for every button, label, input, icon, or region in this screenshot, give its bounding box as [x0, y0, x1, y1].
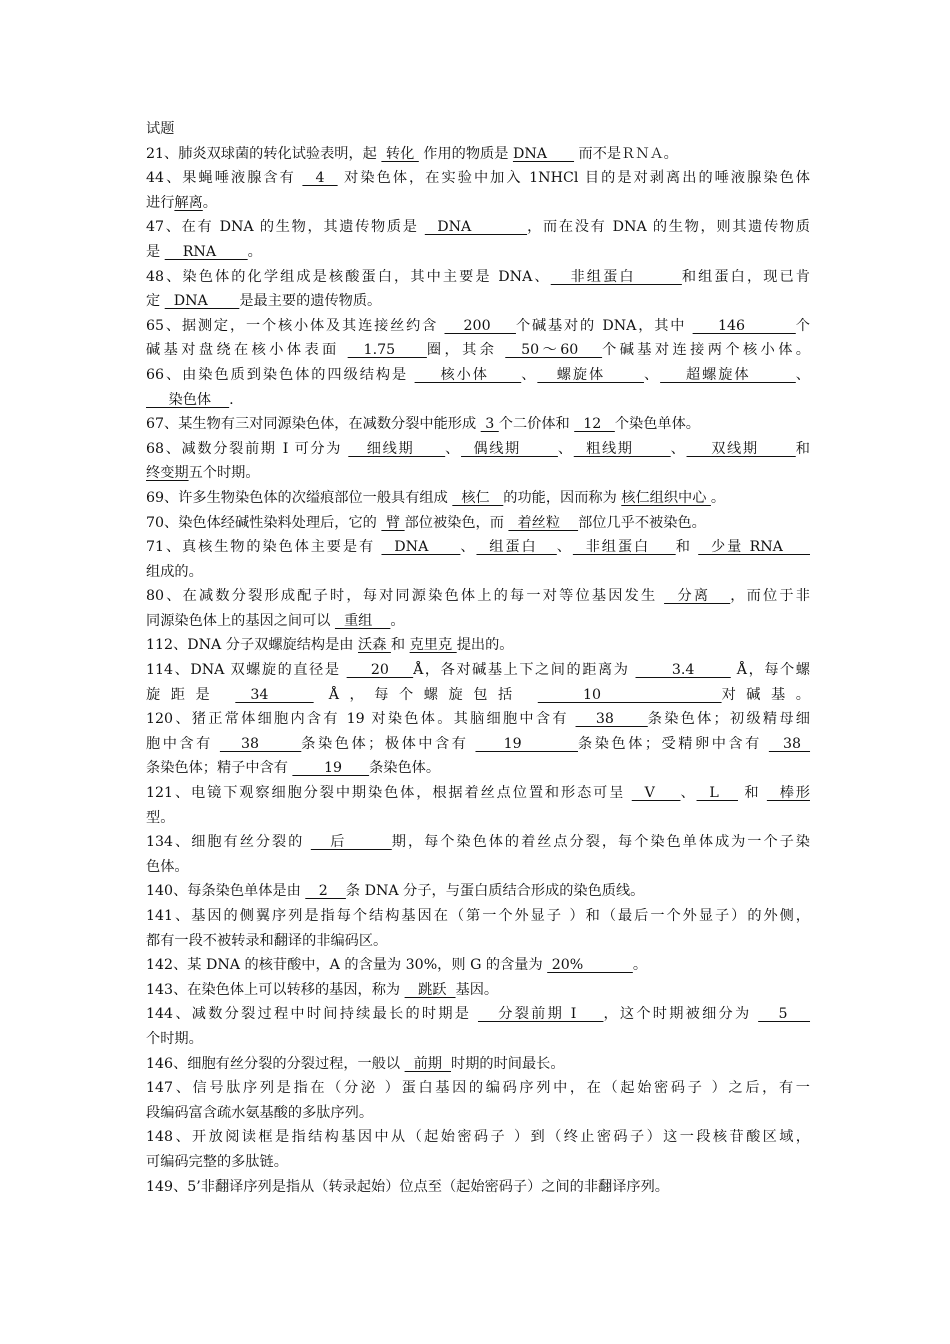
question-text-segment: 146、细胞有丝分裂的分裂过程，一般以 — [146, 1055, 405, 1072]
question-text — [146, 338, 810, 363]
answer-blank: 偶线期 — [461, 440, 558, 457]
question-text-segment: 、 — [557, 440, 574, 457]
question-text-segment: Å，各对碱基上下之间的距离为 — [413, 662, 636, 679]
question-text-segment: 条染色体；极体中含有 — [301, 735, 476, 752]
question-text — [146, 1125, 810, 1150]
question-text-segment: 对碱基。 — [721, 686, 810, 703]
question-text-segment: 个时期。 — [146, 1030, 203, 1047]
question-line — [146, 289, 810, 314]
question-text-segment: 。 — [632, 957, 648, 974]
question-line — [146, 142, 810, 167]
question-text-segment: 、 — [445, 440, 462, 457]
question-line — [146, 830, 810, 855]
question-text-segment: 44、果蝇唾液腺含有 — [146, 170, 303, 187]
question-line — [146, 314, 810, 339]
answer-blank: 分离 — [664, 588, 731, 605]
question-text-segment: 五个时期。 — [188, 465, 260, 482]
question-line — [146, 560, 810, 585]
answer-blank: 解离 — [174, 194, 203, 211]
question-text-segment: 、 — [795, 366, 810, 383]
answer-blank: 38 — [219, 735, 302, 752]
question-text-segment: 段编码富含疏水氨基酸的多肽序列。 — [146, 1104, 374, 1121]
question-text-segment: 147、信号肽序列是指在（分泌 ）蛋白基因的编码序列中，在（起始密码子 ）之后，有一 — [146, 1080, 810, 1097]
answer-blank: RNA — [164, 243, 248, 260]
question-line — [146, 732, 810, 757]
question-text-segment: 个碱基对连接两个核小体。 — [602, 342, 810, 359]
question-text-segment: 圈，其余 — [426, 342, 506, 359]
question-line — [146, 437, 810, 462]
question-text-segment: 、 — [680, 785, 697, 802]
answer-blank: 臂 — [381, 514, 405, 531]
question-text-segment: 是 — [146, 243, 165, 260]
question-text-segment: 71、真核生物的染色体主要是有 — [146, 539, 382, 556]
question-text-segment: 个碱基对的 DNA，其中 — [515, 317, 693, 334]
question-line — [146, 929, 810, 954]
answer-blank: 粗线期 — [573, 440, 671, 457]
answer-blank: 50～60 — [505, 342, 603, 359]
question-text — [146, 1076, 810, 1101]
question-line — [146, 904, 810, 929]
question-text-segment: 期，每个染色体的着丝点分裂，每个染色单体成为一个子染 — [391, 834, 810, 851]
question-text-segment: 条 DNA 分子，与蛋白质结合形成的染色质线。 — [345, 883, 645, 900]
question-text-segment: 可编码完整的多肽链。 — [146, 1153, 288, 1170]
question-text — [146, 166, 810, 191]
question-text — [146, 732, 810, 757]
question-text-segment: 的功能，因而称为 — [503, 489, 622, 506]
answer-blank: 4 — [302, 170, 338, 187]
question-line — [146, 1076, 810, 1101]
question-text-segment: 134、细胞有丝分裂的 — [146, 834, 311, 851]
question-line — [146, 486, 810, 511]
question-text-segment: 个染色单体。 — [614, 416, 700, 433]
question-text-segment: 部位几乎不被染色。 — [578, 514, 706, 531]
question-text-segment: 条染色体。 — [369, 760, 441, 777]
question-text-segment: ，而位于非 — [730, 588, 810, 605]
answer-blank: 12 — [574, 416, 615, 433]
question-text-segment: 、 — [670, 440, 687, 457]
question-text-segment: 148、开放阅读框是指结构基因中从（起始密码子 ）到（终止密码子）这一段核苷酸区域， — [146, 1129, 810, 1146]
answer-blank: 38 — [575, 711, 648, 728]
answer-blank: 1.75 — [347, 342, 427, 359]
answer-blank: DNA — [512, 145, 575, 162]
answer-blank: 20% — [547, 957, 633, 974]
question-text-segment: 、 — [556, 539, 573, 556]
question-text-segment: 120、猪正常体细胞内含有 19 对染色体。其脑细胞中含有 — [146, 711, 576, 728]
question-text-segment: 和 — [675, 539, 699, 556]
question-text — [146, 781, 810, 806]
question-text-segment: Å，每个螺 — [730, 662, 810, 679]
answer-blank: 后 — [310, 834, 392, 851]
question-text-segment: 66、由染色质到染色体的四级结构是 — [146, 366, 415, 383]
question-text — [146, 658, 810, 683]
question-line — [146, 1052, 810, 1077]
answer-blank: 核小体 — [414, 366, 522, 383]
question-line — [146, 461, 810, 486]
answer-blank: 38 — [768, 735, 811, 752]
question-text-segment: 143、在染色体上可以转移的基因，称为 — [146, 981, 405, 998]
question-line — [146, 707, 810, 732]
answer-blank: DNA — [164, 293, 240, 310]
question-text-segment: 时期的时间最长。 — [451, 1055, 565, 1072]
question-line — [146, 658, 810, 683]
answer-blank: 着丝粒 — [508, 514, 579, 531]
question-text-segment: 组成的。 — [146, 563, 203, 580]
answer-blank: 3.4 — [635, 662, 731, 679]
question-text-segment: 旋距是 — [146, 686, 236, 703]
question-line — [146, 609, 810, 634]
question-text-segment: ，而在没有 DNA 的生物，则其遗传物质 — [527, 219, 810, 236]
question-line — [146, 683, 810, 708]
question-text-segment: 69、许多生物染色体的次缢痕部位一般具有组成 — [146, 489, 453, 506]
question-text-segment: 70、染色体经碱性染料处理后，它的 — [146, 514, 382, 531]
answer-blank: 染色体 — [146, 391, 230, 408]
answer-blank: 超螺旋体 — [660, 366, 796, 383]
question-text — [146, 265, 810, 290]
document-title: 试题 — [146, 121, 175, 137]
answer-blank: 重组 — [334, 612, 391, 629]
question-text-segment: 和 — [737, 785, 767, 802]
answer-blank: 细线期 — [348, 440, 446, 457]
answer-blank: 组蛋白 — [476, 539, 557, 556]
question-text-segment: 个二价体和 — [498, 416, 575, 433]
question-line — [146, 756, 810, 781]
answer-blank: DNA — [424, 219, 528, 236]
question-text-segment: 型。 — [146, 809, 175, 826]
question-text-segment: 144、减数分裂过程中时间持续最长的时期是 — [146, 1006, 478, 1023]
question-line — [146, 535, 810, 560]
question-text — [146, 904, 810, 929]
question-text-segment: 65、据测定，一个核小体及其连接丝约含 — [146, 317, 445, 334]
question-text-segment: 140、每条染色单体是由 — [146, 883, 306, 900]
question-text-segment: 。 — [202, 194, 217, 211]
question-line — [146, 388, 810, 413]
question-line — [146, 191, 810, 216]
question-text-segment: 部位被染色，而 — [404, 514, 509, 531]
question-line — [146, 363, 810, 388]
question-text-segment: 114、DNA 双螺旋的直径是 — [146, 662, 347, 679]
question-line — [146, 338, 810, 363]
answer-blank: 200 — [444, 317, 516, 334]
question-text-segment: 进行 — [146, 194, 175, 211]
question-text-segment: 和 — [795, 440, 810, 457]
answer-blank: 19 — [292, 760, 370, 777]
answer-blank: 螺旋体 — [537, 366, 644, 383]
question-text-segment: 112、DNA 分子双螺旋结构是由 — [146, 637, 359, 654]
question-text — [146, 584, 810, 609]
question-text — [146, 215, 810, 240]
answer-blank: 沃森 — [358, 637, 391, 654]
question-line — [146, 215, 810, 240]
question-text-segment: 48、染色体的化学组成是核酸蛋白，其中主要是 DNA、 — [146, 268, 551, 285]
answer-blank: 非组蛋白 — [572, 539, 676, 556]
answer-blank: DNA — [381, 539, 461, 556]
question-text-segment: 条染色体；精子中含有 — [146, 760, 293, 777]
question-text-segment: 142、某 DNA 的核苷酸中，A 的含量为 30%，则 G 的含量为 — [146, 957, 548, 974]
question-text-segment: 47、在有 DNA 的生物，其遗传物质是 — [146, 219, 425, 236]
question-text — [146, 535, 810, 560]
question-text — [146, 683, 810, 708]
answer-blank: 核仁 — [452, 489, 504, 506]
answer-blank: 前期 — [404, 1055, 452, 1072]
question-line — [146, 1002, 810, 1027]
answer-blank: V — [631, 785, 681, 802]
question-line — [146, 633, 810, 658]
question-text — [146, 314, 810, 339]
question-text-segment: 。 — [710, 489, 726, 506]
question-text-segment: 68、减数分裂前期 I 可分为 — [146, 440, 349, 457]
question-line — [146, 1150, 810, 1175]
question-text-segment: 21、肺炎双球菌的转化试验表明，起 — [146, 145, 382, 162]
document-page — [146, 117, 810, 1199]
question-line — [146, 781, 810, 806]
answer-blank: 分裂前期 I — [477, 1006, 604, 1023]
answer-blank: 10 — [537, 686, 722, 703]
question-text — [146, 363, 810, 388]
question-line — [146, 511, 810, 536]
answer-blank: 克里克 — [409, 637, 457, 654]
answer-blank: 19 — [475, 735, 578, 752]
question-text-segment: 条染色体；初级精母细 — [647, 711, 810, 728]
question-line — [146, 879, 810, 904]
question-line — [146, 265, 810, 290]
answer-blank: 20 — [346, 662, 414, 679]
answer-blank: 终变期 — [146, 465, 189, 482]
answer-blank: 转化 — [381, 145, 419, 162]
question-line — [146, 1175, 810, 1200]
answer-blank: 146 — [692, 317, 796, 334]
question-text-segment: 67、某生物有三对同源染色体，在减数分裂中能形成 — [146, 416, 481, 433]
question-text-segment: 提出的。 — [456, 637, 514, 654]
question-text-segment: 对染色体，在实验中加入 1NHCl 目的是对剥离出的唾液腺染色体 — [337, 170, 810, 187]
question-text-segment: 、 — [643, 366, 661, 383]
answer-blank: 核仁组织中心 — [621, 489, 711, 506]
question-text-segment: 80、在减数分裂形成配子时，每对同源染色体上的每一对等位基因发生 — [146, 588, 665, 605]
question-text-segment: 个 — [795, 317, 810, 334]
question-text-segment: 定 — [146, 293, 165, 310]
question-text-segment: 149、5’非翻译序列是指从（转录起始）位点至（起始密码子）之间的非翻译序列。 — [146, 1178, 669, 1195]
question-text-segment: 和组蛋白，现已肯 — [681, 268, 810, 285]
question-text-segment: 是最主要的遗传物质。 — [239, 293, 382, 310]
question-line — [146, 978, 810, 1003]
question-text-segment: . — [229, 391, 234, 408]
question-text-segment: 和 — [390, 637, 410, 654]
question-text — [146, 830, 810, 855]
question-line — [146, 240, 810, 265]
question-text — [146, 1002, 810, 1027]
question-line — [146, 166, 810, 191]
answer-blank: 棒形 — [766, 785, 810, 802]
question-line — [146, 806, 810, 831]
question-text-segment: 、 — [460, 539, 477, 556]
question-line — [146, 855, 810, 880]
question-text-segment: 基因。 — [455, 981, 499, 998]
answer-blank: 5 — [758, 1006, 811, 1023]
question-line — [146, 412, 810, 437]
question-line — [146, 1101, 810, 1126]
question-line — [146, 1027, 810, 1052]
answer-blank: 3 — [480, 416, 499, 433]
question-line — [146, 584, 810, 609]
question-text-segment: 同源染色体上的基因之间可以 — [146, 612, 335, 629]
question-text-segment: 作用的物质是 — [418, 145, 513, 162]
answer-blank: 34 — [235, 686, 314, 703]
question-text-segment: 。 — [390, 612, 405, 629]
question-text-segment: 碱基对盘绕在核小体表面 — [146, 342, 348, 359]
question-text — [146, 707, 810, 732]
answer-blank: 非组蛋白 — [550, 268, 682, 285]
question-text-segment: Å，每个螺旋包括 — [313, 686, 538, 703]
answer-blank: 双线期 — [686, 440, 796, 457]
question-line — [146, 953, 810, 978]
question-text-segment: 。 — [247, 243, 262, 260]
question-text-segment: 都有一段不被转录和翻译的非编码区。 — [146, 932, 388, 949]
answer-blank: 2 — [305, 883, 346, 900]
question-text-segment: 121、电镜下观察细胞分裂中期染色体，根据着丝点位置和形态可呈 — [146, 785, 632, 802]
answer-blank: 少量 RNA — [698, 539, 810, 556]
question-text-segment: 条染色体；受精卵中含有 — [577, 735, 769, 752]
question-text-segment: 141、基因的侧翼序列是指每个结构基因在（第一个外显子 ）和（最后一个外显子）的外侧， — [146, 908, 810, 924]
question-text-segment: 胞中含有 — [146, 735, 220, 752]
answer-blank: 跳跃 — [404, 981, 456, 998]
question-text — [146, 437, 810, 462]
question-list — [146, 142, 810, 1200]
question-text-segment: ，这个时期被细分为 — [603, 1006, 759, 1023]
question-text-segment: 、 — [521, 366, 538, 383]
question-text-segment: 而不是ＲＮＡ。 — [574, 145, 678, 162]
question-text-segment: 色体。 — [146, 858, 189, 875]
question-line — [146, 1125, 810, 1150]
answer-blank: L — [696, 785, 738, 802]
